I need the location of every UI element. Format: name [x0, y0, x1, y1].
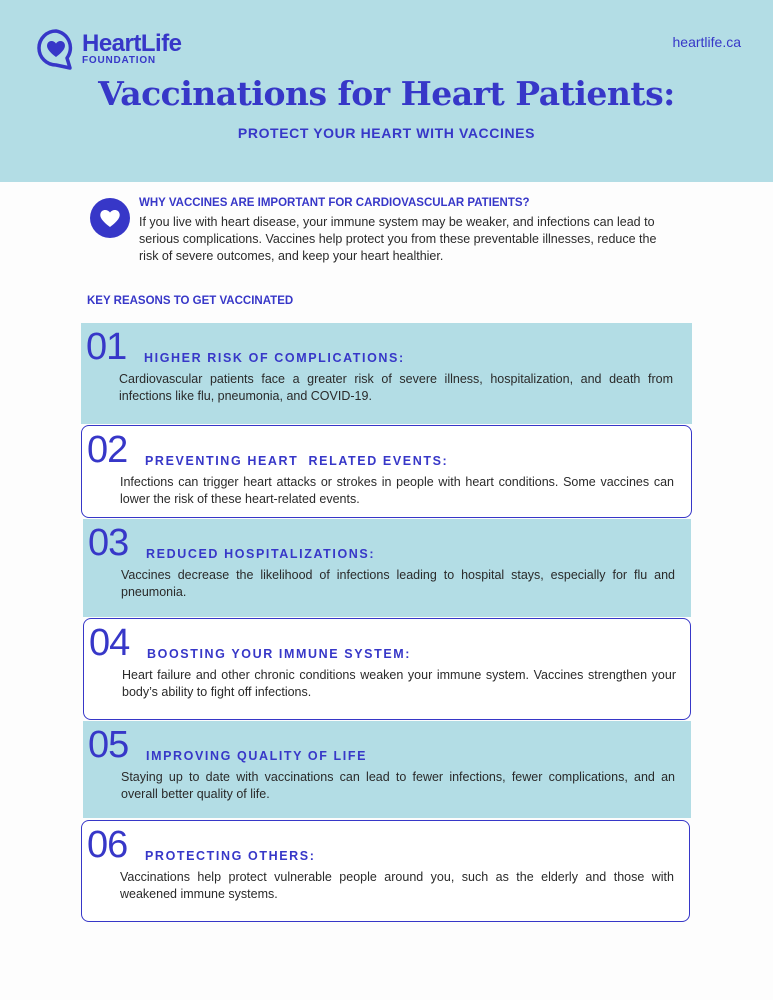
reason-title: PROTECTING OTHERS: — [145, 849, 316, 863]
reason-number: 03 — [88, 522, 129, 564]
heart-chat-logo-icon — [36, 28, 76, 70]
page-subtitle: PROTECT YOUR HEART WITH VACCINES — [237, 125, 536, 141]
reason-card-02 — [81, 425, 692, 518]
intro-body: If you live with heart disease, your immune system may be weaker, and infections can lead to serious complications. Vaccines help protect you from these preventable illnesses, reduce the risk of severe outcomes, and keep your heart healthier. — [139, 215, 657, 263]
page-title: Vaccinations for Heart Patients: — [98, 74, 675, 113]
reason-card-04 — [83, 618, 691, 720]
reason-title: BOOSTING YOUR IMMUNE SYSTEM: — [147, 647, 412, 661]
reason-body: Infections can trigger heart attacks or strokes in people with heart conditions. Some vaccines can lower the risk of these heart-related events. — [120, 475, 674, 506]
reason-body: Vaccinations help protect vulnerable people around you, such as the elderly and those with weakened immune systems. — [120, 870, 674, 901]
reason-card-05 — [83, 721, 691, 818]
reason-body: Heart failure and other chronic conditions weaken your immune system. Vaccines strengthen your body’s ability to fight off infections. — [122, 668, 676, 699]
reason-title: IMPROVING QUALITY OF LIFE — [146, 749, 368, 763]
header-banner — [0, 0, 773, 182]
reason-title: PREVENTING HEART RELATED EVENTS: — [145, 454, 449, 468]
reason-number: 05 — [88, 724, 129, 766]
reason-number: 01 — [86, 326, 127, 368]
intro-title: WHY VACCINES ARE IMPORTANT FOR CARDIOVASCULAR PATIENTS? — [139, 197, 530, 209]
logo-subtitle: FOUNDATION — [82, 55, 156, 66]
reason-card-06 — [81, 820, 690, 922]
reason-title: REDUCED HOSPITALIZATIONS: — [146, 547, 376, 561]
reason-number: 04 — [89, 622, 130, 664]
reason-body: Staying up to date with vaccinations can lead to fewer infections, fewer complications, and an overall better quality of life. — [121, 770, 675, 801]
heart-icon — [90, 198, 130, 238]
reason-card-03 — [83, 519, 691, 617]
reason-body: Vaccines decrease the likelihood of infections leading to hospital stays, especially for flu and pneumonia. — [121, 568, 675, 599]
reason-number: 06 — [87, 824, 128, 866]
logo-name: HeartLife — [82, 30, 182, 57]
reason-card-01 — [81, 323, 692, 424]
key-reasons-heading: KEY REASONS TO GET VACCINATED — [87, 295, 294, 307]
reason-number: 02 — [87, 429, 128, 471]
logo[interactable] — [36, 28, 196, 72]
reason-title: HIGHER RISK OF COMPLICATIONS: — [144, 351, 405, 365]
reason-body: Cardiovascular patients face a greater risk of severe illness, hospitalization, and death from infections like flu, pneumonia, and COVID-19. — [119, 372, 673, 403]
website-link[interactable]: heartlife.ca — [672, 34, 741, 50]
